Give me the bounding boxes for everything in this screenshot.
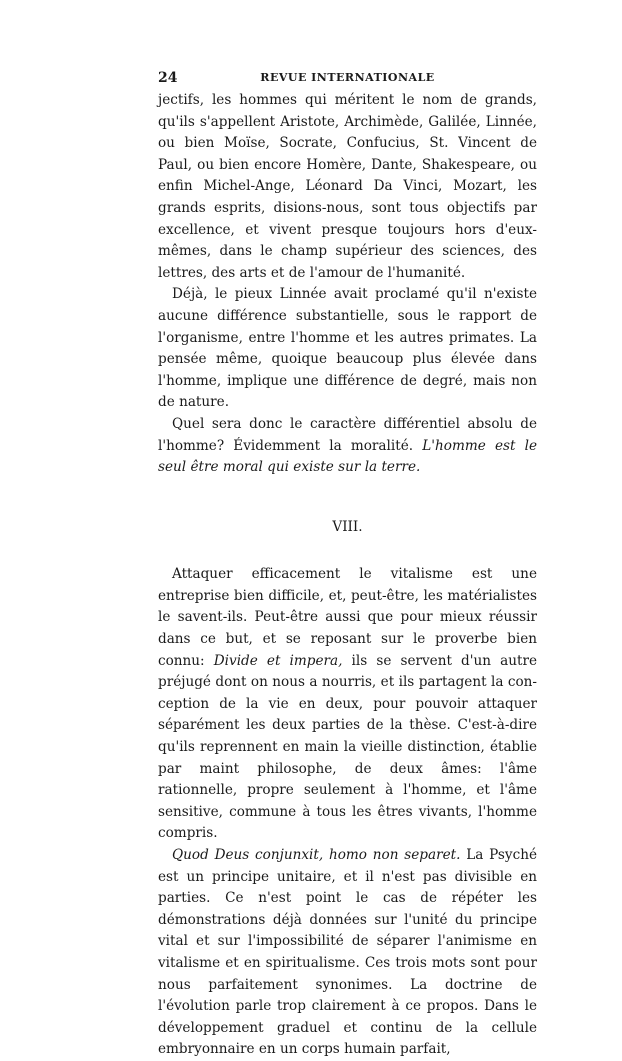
page-number: 24 (158, 70, 178, 86)
book-page (158, 68, 537, 1061)
paragraph-3-text: Quel sera donc le caractère différentiel absolu de l'homme? Évidemment la moralité. (158, 415, 537, 454)
paragraph-4-rest: ils se servent d'un autre préjugé dont on nous a nourris, et ils partagent la conception de la vie en deux, pour pouvoir attaquer séparément les deux parties de la thèse. C'est-à-dire qu'ils reprennent en main la vieille distinction, établie par maint philosophe, de deux âmes: l'âme rationnelle, propre seulement à l'homme, et l'âme sensitive, commune à tous les êtres vivants, l'homme compris. (158, 652, 537, 842)
running-head: REVUE INTERNATIONALE (260, 71, 435, 84)
page-header (158, 68, 537, 88)
section-heading: VIII. (332, 518, 363, 535)
paragraph-5-text: La Psyché est un principe unitaire, et il n'est pas divisible en parties. Ce n'est point le cas de répéter les démonstrations déjà données sur l'unité du principe vital et sur l'impossibilité de séparer l'animisme en vitalisme et en spiritualisme. Ces trois mots sont pour nous parfaitement synonimes. La doctrine de l'évolution parle trop clairement à ce propos. Dans le développement graduel et continu de la cellule embryonnaire en un corps humain parfait, (158, 847, 537, 1058)
paragraph-4 (158, 564, 537, 845)
paragraph-5-italic: Quod Deus conjunxit, homo non separet. (172, 847, 461, 863)
paragraph-4-italic: Divide et impera, (213, 652, 343, 669)
paragraph-3-italic: L'homme est le seul être moral qui existe sur la terre. (158, 437, 537, 476)
paragraph-4-text: Attaquer efficacement le vitalisme est une entreprise bien difficile, et, peut-être, les matérialistes le savent-ils. Peut-être aussi que pour mieux réussir dans ce but, et se reposant sur le proverbe bien connu: (158, 566, 537, 669)
paragraph-2: Déjà, le pieux Linnée avait proclamé qu'il n'existe aucune différence substantielle, sous le rapport de l'organisme, entre l'homme et les autres primates. La pensée même, quoique beaucoup plus élevée dans l'homme, implique une différence de degré, mais non de nature. (158, 286, 537, 411)
paragraph-1: jectifs, les hommes qui méritent le nom de grands, qu'ils s'appellent Aristote, Archimède, Galilée, Linnée, ou bien Moïse, Socrate, Confucius, St. Vincent de Paul, ou bien encore Homère, Dante, Shakespeare, ou enfin Michel-Ange, Léonard Da Vinci, Mozart, les grands esprits, disions-nous, sont tous objectifs par excellence, et vivent presque toujours hors d'eux-mêmes, dans le champ supérieur des sciences, des lettres, des arts et de l'amour de l'humanité. (158, 92, 537, 281)
paragraph-3 (158, 414, 537, 479)
paragraph-5 (158, 845, 537, 1061)
